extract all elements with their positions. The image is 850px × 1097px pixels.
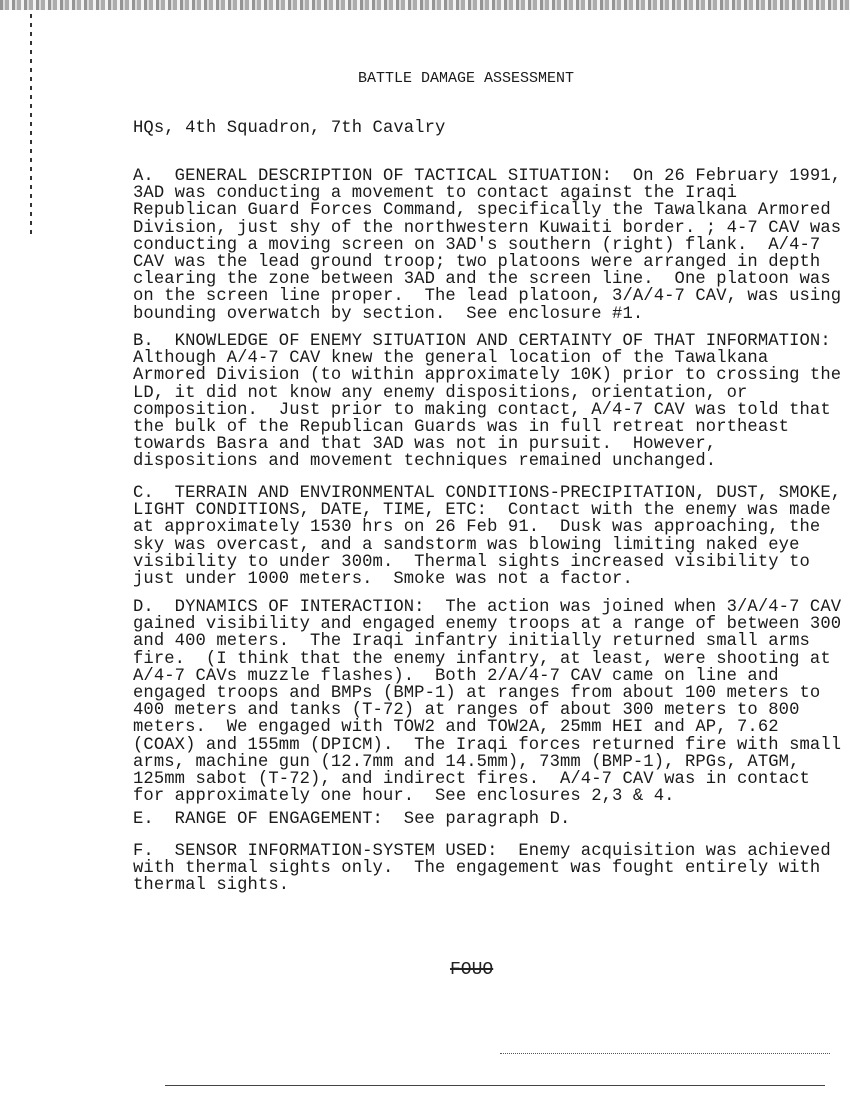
text-line: the bulk of the Republican Guards was in full retreat northeast xyxy=(133,417,790,437)
text-line: thermal sights. xyxy=(133,876,290,896)
text-line: conducting a moving screen on 3AD's southern (right) flank. A/4-7 xyxy=(133,235,821,255)
text-line: B. KNOWLEDGE OF ENEMY SITUATION AND CERTAINTY OF THAT INFORMATION: xyxy=(133,332,831,351)
section-c xyxy=(133,485,841,588)
section-b xyxy=(133,333,841,471)
text-line: CAV was the lead ground troop; two platoons were arranged in depth xyxy=(133,252,821,272)
section-e xyxy=(133,811,570,828)
text-line: meters. We engaged with TOW2 and TOW2A, 25mm HEI and AP, 7.62 xyxy=(133,718,779,738)
scan-margin-marks xyxy=(30,14,32,239)
text-line: LD, it did not know any enemy dispositions, orientation, or xyxy=(133,383,748,403)
text-line: A. GENERAL DESCRIPTION OF TACTICAL SITUATION: On 26 February 1991, xyxy=(133,167,842,186)
text-line: dispositions and movement techniques remained unchanged. xyxy=(133,452,717,472)
text-line: sky was overcast, and a sandstorm was blowing limiting naked eye xyxy=(133,535,800,555)
page-title: BATTLE DAMAGE ASSESSMENT xyxy=(358,70,575,87)
text-line: D. DYNAMICS OF INTERACTION: The action was joined when 3/A/4-7 CAV xyxy=(133,598,842,617)
text-line: at approximately 1530 hrs on 26 Feb 91. Dusk was approaching, the xyxy=(133,518,821,538)
text-line: gained visibility and engaged enemy troops at a range of between 300 xyxy=(133,615,842,635)
text-line: Although A/4-7 CAV knew the general location of the Tawalkana xyxy=(133,349,769,369)
text-line: just under 1000 meters. Smoke was not a factor. xyxy=(133,569,633,589)
text-line: with thermal sights only. The engagement was fought entirely with xyxy=(133,859,821,879)
text-line: 3AD was conducting a movement to contact against the Iraqi xyxy=(133,184,738,204)
text-line: towards Basra and that 3AD was not in pursuit. However, xyxy=(133,435,717,455)
text-line: bounding overwatch by section. See enclosure #1. xyxy=(133,304,644,324)
text-line: E. RANGE OF ENGAGEMENT: See paragraph D. xyxy=(133,810,571,829)
text-line: engaged troops and BMPs (BMP-1) at ranges from about 100 meters to xyxy=(133,683,821,703)
text-line: 400 meters and tanks (T-72) at ranges of about 300 meters to 800 xyxy=(133,701,800,721)
text-line: Division, just shy of the northwestern Kuwaiti border. ; 4-7 CAV was xyxy=(133,218,842,238)
section-d xyxy=(133,599,841,805)
section-a xyxy=(133,168,841,323)
text-line: arms, machine gun (12.7mm and 14.5mm), 73mm (BMP-1), RPGs, ATGM, xyxy=(133,752,800,772)
text-line: C. TERRAIN AND ENVIRONMENTAL CONDITIONS-PRECIPITATION, DUST, SMOKE, xyxy=(133,484,842,503)
text-line: A/4-7 CAVs muzzle flashes). Both 2/A/4-7 CAV came on line and xyxy=(133,666,779,686)
text-line: for approximately one hour. See enclosures 2,3 & 4. xyxy=(133,787,675,807)
text-line: 125mm sabot (T-72), and indirect fires. A/4-7 CAV was in contact xyxy=(133,769,810,789)
text-line: composition. Just prior to making contact, A/4-7 CAV was told that xyxy=(133,400,831,420)
footer-rule xyxy=(165,1085,825,1086)
scan-edge-noise xyxy=(0,0,850,10)
dotted-rule xyxy=(500,1053,830,1054)
text-line: Republican Guard Forces Command, specifically the Tawalkana Armored xyxy=(133,201,831,221)
text-line: on the screen line proper. The lead platoon, 3/A/4-7 CAV, was using xyxy=(133,287,842,307)
fouo-marking: FOUO xyxy=(450,960,494,980)
text-line: and 400 meters. The Iraqi infantry initially returned small arms xyxy=(133,632,810,652)
text-line: (COAX) and 155mm (DPICM). The Iraqi forces returned fire with small xyxy=(133,735,842,755)
text-line: F. SENSOR INFORMATION-SYSTEM USED: Enemy acquisition was achieved xyxy=(133,842,831,861)
text-line: Armored Division (to within approximately 10K) prior to crossing the xyxy=(133,366,842,386)
text-line: clearing the zone between 3AD and the screen line. One platoon was xyxy=(133,270,831,290)
text-line: visibility to under 300m. Thermal sights increased visibility to xyxy=(133,552,810,572)
text-line: LIGHT CONDITIONS, DATE, TIME, ETC: Contact with the enemy was made xyxy=(133,501,831,521)
section-f xyxy=(133,843,831,895)
unit-heading: HQs, 4th Squadron, 7th Cavalry xyxy=(133,119,446,138)
text-line: fire. (I think that the enemy infantry, at least, were shooting at xyxy=(133,649,831,669)
